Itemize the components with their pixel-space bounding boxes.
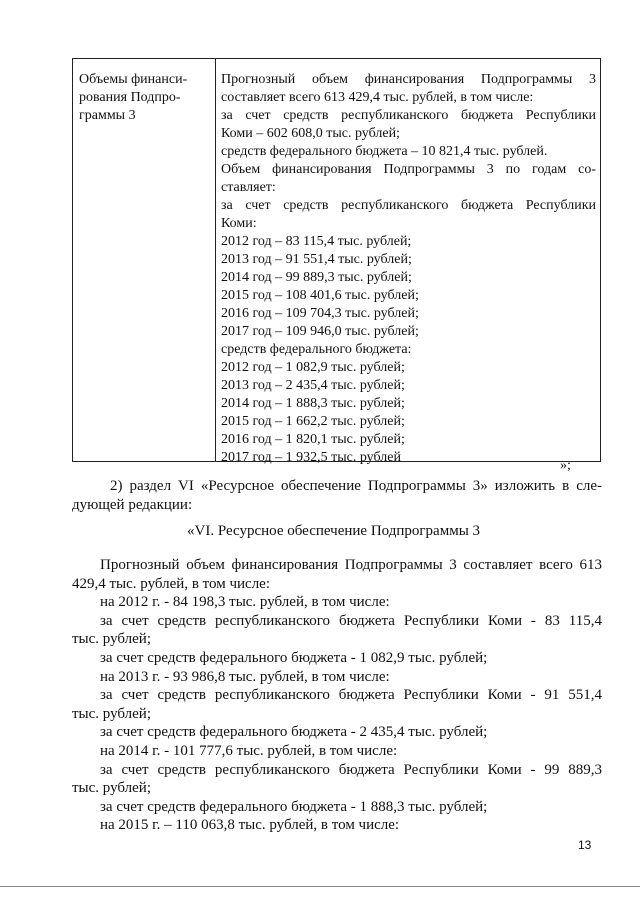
table-line: Объем финансирования Подпрограммы 3 по годам со-	[221, 162, 596, 177]
table-column-divider	[215, 59, 216, 461]
body-year-line: на 2013 г. - 93 986,8 тыс. рублей, в том числе:	[100, 668, 390, 685]
body-line: за счет средств республиканского бюджета Республики Коми - 91 551,4	[100, 687, 602, 704]
body-line: за счет средств федерального бюджета - 1 082,9 тыс. рублей;	[100, 649, 488, 666]
table-year-line: 2014 год – 1 888,3 тыс. рублей;	[221, 396, 405, 411]
table-year-line: 2017 год – 109 946,0 тыс. рублей;	[221, 324, 419, 339]
table-line: за счет средств республиканского бюджета Республики	[221, 108, 596, 123]
instruction-paragraph: 2) раздел VI «Ресурсное обеспечение Подпрограммы 3» изложить в сле-дующей редакции:	[72, 478, 602, 513]
table-year-line: 2015 год – 1 662,2 тыс. рублей;	[221, 414, 405, 429]
table-year-line: 2017 год – 1 932,5 тыс. рублей	[221, 450, 401, 465]
section-body	[72, 556, 602, 835]
body-line: за счет средств республиканского бюджета Республики Коми - 83 115,4	[100, 612, 602, 629]
body-year-line: на 2015 г. – 110 063,8 тыс. рублей, в том числе:	[100, 817, 400, 834]
table-year-line: 2015 год – 108 401,6 тыс. рублей;	[221, 288, 419, 303]
table-line: Коми:	[221, 216, 257, 231]
table-value-cell	[221, 71, 596, 467]
table-year-line: 2012 год – 83 115,4 тыс. рублей;	[221, 234, 412, 249]
table-line: средств федерального бюджета:	[221, 342, 412, 357]
table-line: составляет всего 613 429,4 тыс. рублей, в том числе:	[221, 90, 534, 105]
body-year-line: на 2014 г. - 101 777,6 тыс. рублей, в том числе:	[100, 742, 398, 759]
table-line: Прогнозный объем финансирования Подпрограммы 3	[221, 72, 596, 87]
table-line: средств федерального бюджета – 10 821,4 тыс. рублей.	[221, 144, 548, 159]
table-year-line: 2014 год – 99 889,3 тыс. рублей;	[221, 270, 412, 285]
table-year-line: 2016 год – 109 704,3 тыс. рублей;	[221, 306, 419, 321]
table-year-line: 2016 год – 1 820,1 тыс. рублей;	[221, 432, 405, 447]
table-label-cell: Объемы финанси-рования Подпро-граммы 3	[79, 72, 188, 123]
funding-table	[72, 58, 601, 465]
body-line: за счет средств федерального бюджета - 2 435,4 тыс. рублей;	[100, 724, 488, 741]
table-year-line: 2013 год – 91 551,4 тыс. рублей;	[221, 252, 412, 267]
body-year-line: на 2012 г. - 84 198,3 тыс. рублей, в том числе:	[100, 594, 390, 611]
closing-quote: »;	[560, 458, 571, 473]
page-number: 13	[578, 838, 592, 852]
section-heading: «VI. Ресурсное обеспечение Подпрограммы 3	[187, 523, 481, 539]
table-year-line: 2012 год – 1 082,9 тыс. рублей;	[221, 360, 405, 375]
scan-edge-line	[0, 886, 640, 887]
table-year-line: 2013 год – 2 435,4 тыс. рублей;	[221, 378, 405, 393]
body-paragraph: Прогнозный объем финансирования Подпрограммы 3 составляет всего 613 429,4 тыс. рублей, в том числе:	[72, 557, 602, 592]
body-line: за счет средств федерального бюджета - 1 888,3 тыс. рублей;	[100, 798, 488, 815]
body-line: за счет средств республиканского бюджета Республики Коми - 99 889,3	[100, 761, 602, 778]
body-line: тыс. рублей;	[72, 780, 151, 797]
table-line: за счет средств республиканского бюджета Республики	[221, 198, 596, 213]
body-line: тыс. рублей;	[72, 705, 151, 722]
table-line: ставляет:	[221, 180, 276, 195]
table-line: Коми – 602 608,0 тыс. рублей;	[221, 126, 400, 141]
body-line: тыс. рублей;	[72, 631, 151, 648]
